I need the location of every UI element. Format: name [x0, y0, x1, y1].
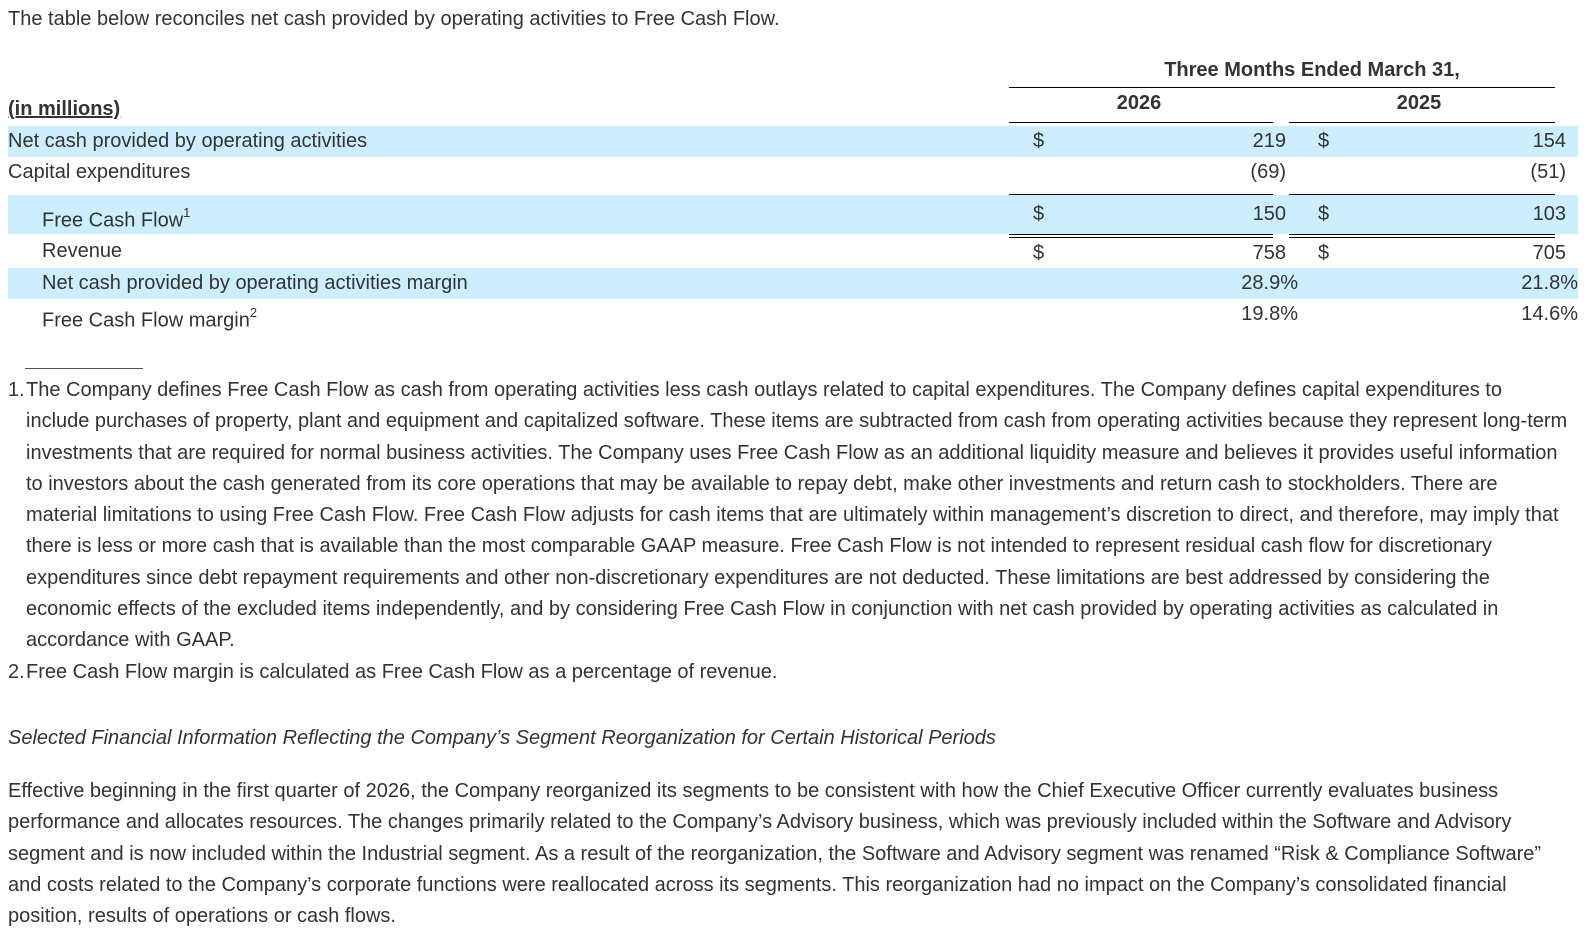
- total-double-rule-2026: [1009, 234, 1273, 235]
- value-2025: 154: [1532, 130, 1566, 152]
- value-2025: 21.8%: [1521, 272, 1578, 294]
- currency-symbol: $: [1318, 130, 1330, 152]
- currency-symbol: $: [1033, 242, 1045, 264]
- value-2026: 19.8%: [1241, 303, 1298, 325]
- value-2026: 28.9%: [1241, 272, 1298, 294]
- value-2025: 705: [1532, 242, 1566, 264]
- row-label: Capital expenditures: [8, 161, 191, 183]
- row-label: Net cash provided by operating activities margin: [42, 272, 468, 294]
- year-header-rule-2025: [1289, 122, 1555, 123]
- year-header-2026: 2026: [1116, 92, 1162, 114]
- footnote-text: The Company defines Free Cash Flow as cash from operating activities less cash outlays related to capital expenditures. The Company defines capital expenditures to include purchases of property, plant and equipment and capitalized software. These items are subtracted from cash from operating activities because they represent long-term investments that are required for normal business activities. The Company uses Free Cash Flow as an additional liquidity measure and believes it provides useful information to investors about the cash generated from its core operations that may be available to repay debt, make other investments and return cash to stockholders. There are material limitations to using Free Cash Flow. Free Cash Flow adjusts for cash items that are ultimately within management’s discretion to direct, and therefore, may imply that there is less or more cash that is available than the most comparable GAAP measure. Free Cash Flow is not intended to represent residual cash flow for discretionary expenditures since debt repayment requirements and other non-discretionary expenditures are not deducted. These limitations are best addressed by considering the economic effects of the excluded items independently, and by considering Free Cash Flow in conjunction with net cash provided by operating activities as calculated in accordance with GAAP.: [26, 379, 1568, 652]
- table-row: [8, 268, 1578, 299]
- table-row: [8, 126, 1578, 157]
- currency-symbol: $: [1318, 203, 1330, 225]
- row-label: Revenue: [42, 240, 123, 262]
- footnote-text: Free Cash Flow margin is calculated as Free Cash Flow as a percentage of revenue.: [26, 661, 778, 683]
- value-2026: 758: [1252, 242, 1286, 264]
- footnote-number: 2.: [8, 661, 25, 683]
- footnote-ref: 2: [249, 305, 258, 320]
- value-2026: 219: [1252, 130, 1286, 152]
- row-label: Net cash provided by operating activities: [8, 130, 368, 152]
- period-header-rule: [1009, 87, 1555, 88]
- total-double-rule-2025: [1289, 234, 1555, 235]
- free-cash-flow-table: [8, 55, 1578, 335]
- table-row: [8, 299, 1578, 330]
- value-2025: (51): [1530, 161, 1566, 183]
- table-row: [8, 236, 1578, 267]
- value-2025: 103: [1532, 203, 1566, 225]
- footnote-1: [8, 375, 1568, 657]
- footnote-separator: [25, 368, 143, 369]
- footnote-ref: 1: [183, 205, 191, 220]
- currency-symbol: $: [1033, 130, 1045, 152]
- row-label: Free Cash Flow margin$^2$: [42, 305, 258, 332]
- row-label: Free Cash Flow$^1$: [42, 205, 191, 232]
- table-row: [8, 195, 1578, 234]
- footnote-number: 1.: [8, 379, 25, 401]
- intro-text: The table below reconciles net cash provided by operating activities to Free Cash Flow.: [8, 8, 780, 30]
- year-header-2025: 2025: [1396, 92, 1442, 114]
- section-title: Selected Financial Information Reflecting the Company’s Segment Reorganization for Certain Historical Periods: [8, 727, 996, 749]
- section-paragraph: Effective beginning in the first quarter of 2026, the Company reorganized its segments to be consistent with how the Chief Executive Officer currently evaluates business performance and allocates resources. The changes primarily related to the Company’s Advisory business, which was previously included within the Software and Advisory segment and is now included within the Industrial segment. As a result of the reorganization, the Software and Advisory segment was renamed “Risk & Compliance Software” and costs related to the Company’s corporate functions were reallocated across its segments. This reorganization had no impact on the Company’s consolidated financial position, results of operations or cash flows.: [8, 780, 1542, 928]
- table-row: [8, 157, 1578, 188]
- currency-symbol: $: [1033, 203, 1045, 225]
- currency-symbol: $: [1318, 242, 1330, 264]
- value-2026: (69): [1250, 161, 1286, 183]
- footnote-2: [8, 657, 1568, 688]
- year-header-rule-2026: [1009, 122, 1273, 123]
- value-2025: 14.6%: [1521, 303, 1578, 325]
- period-header: Three Months Ended March 31,: [1164, 59, 1460, 81]
- value-2026: 150: [1252, 203, 1286, 225]
- units-label: (in millions): [8, 98, 121, 120]
